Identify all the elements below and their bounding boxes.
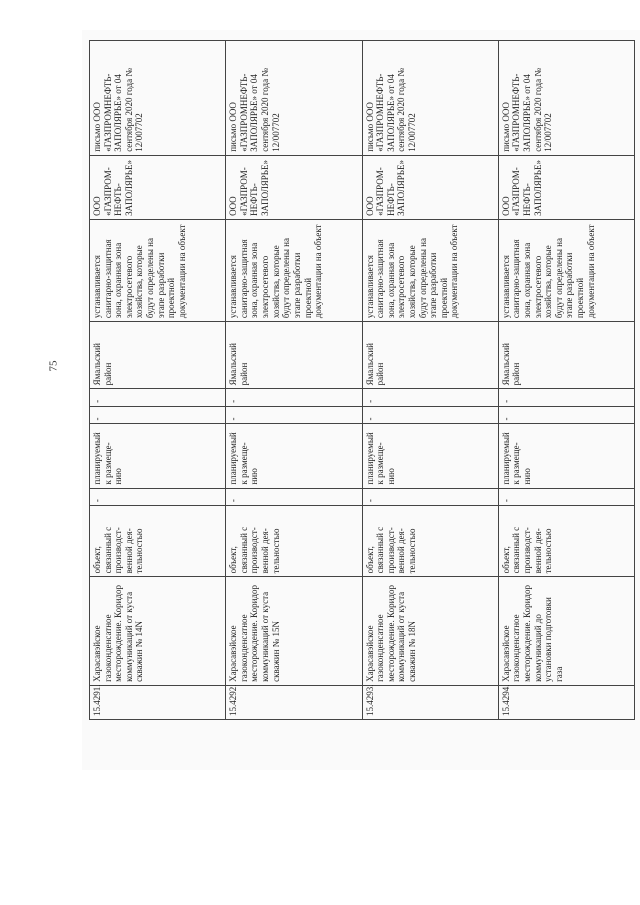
basis-document: письмо ООО «ГАЗПРОМНЕФТЬ-ЗАПОЛЯРЬЕ» от 04 сентября 2020 года № 12/007702 (90, 41, 226, 156)
object-name: Харасавэйское газоконденсатное месторождение. Коридор коммуникаций до установки подготовки газа (498, 577, 634, 686)
empty-cell: - (498, 389, 634, 407)
basis-document: письмо ООО «ГАЗПРОМНЕФТЬ-ЗАПОЛЯРЬЕ» от 04 сентября 2020 года № 12/007702 (362, 41, 498, 156)
object-type: объект, связанный с производст-венной дея-тельностью (362, 506, 498, 577)
object-status: планируемый к размеще-нию (226, 424, 362, 488)
zone-description: устанавливается санитарно-защитная зона, охранная зона электросетевого хозяйства, которые будут определены на этапе разработки проектной документации на объект (226, 219, 362, 321)
object-name: Харасавэйское газоконденсатное месторождение. Коридор коммуникаций от куста скважин № 15N (226, 577, 362, 686)
objects-table (89, 40, 635, 720)
empty-cell: - (362, 389, 498, 407)
object-status: планируемый к размеще-нию (362, 424, 498, 488)
object-name: Харасавэйское газоконденсатное месторождение. Коридор коммуникаций от куста скважин № 18N (362, 577, 498, 686)
page-margin (0, 770, 640, 905)
object-status: планируемый к размеще-нию (90, 424, 226, 488)
row-number: 15.4291. (90, 685, 226, 719)
organization: ООО «ГАЗПРОМ-НЕФТЬ-ЗАПОЛЯРЬЕ» (362, 155, 498, 219)
empty-cell: - (362, 406, 498, 424)
organization: ООО «ГАЗПРОМ-НЕФТЬ-ЗАПОЛЯРЬЕ» (226, 155, 362, 219)
row-number: 15.4294. (498, 685, 634, 719)
organization: ООО «ГАЗПРОМ-НЕФТЬ-ЗАПОЛЯРЬЕ» (498, 155, 634, 219)
basis-document: письмо ООО «ГАЗПРОМНЕФТЬ-ЗАПОЛЯРЬЕ» от 04 сентября 2020 года № 12/007702 (498, 41, 634, 156)
empty-cell: - (498, 488, 634, 506)
row-number: 15.4292. (226, 685, 362, 719)
rotated-table (89, 40, 635, 720)
organization: ООО «ГАЗПРОМ-НЕФТЬ-ЗАПОЛЯРЬЕ» (90, 155, 226, 219)
empty-cell: - (226, 488, 362, 506)
district-name: Ямальский район (226, 322, 362, 389)
empty-cell: - (90, 406, 226, 424)
empty-cell: - (226, 406, 362, 424)
empty-cell: - (90, 488, 226, 506)
object-name: Харасавэйское газоконденсатное месторождение. Коридор коммуникаций от куста скважин № 14N (90, 577, 226, 686)
table-row (90, 41, 226, 720)
object-type: объект, связанный с производст-венной дея-тельностью (498, 506, 634, 577)
district-name: Ямальский район (362, 322, 498, 389)
empty-cell: - (362, 488, 498, 506)
page-number: 75 (47, 360, 60, 372)
object-type: объект, связанный с производст-венной дея-тельностью (226, 506, 362, 577)
zone-description: устанавливается санитарно-защитная зона, охранная зона электросетевого хозяйства, которые будут определены на этапе разработки проектной документации на объект (498, 219, 634, 321)
table-row (498, 41, 634, 720)
zone-description: устанавливается санитарно-защитная зона, охранная зона электросетевого хозяйства, которые будут определены на этапе разработки проектной документации на объект (362, 219, 498, 321)
table-row (362, 41, 498, 720)
zone-description: устанавливается санитарно-защитная зона, охранная зона электросетевого хозяйства, которые будут определены на этапе разработки проектной документации на объект (90, 219, 226, 321)
district-name: Ямальский район (90, 322, 226, 389)
basis-document: письмо ООО «ГАЗПРОМНЕФТЬ-ЗАПОЛЯРЬЕ» от 04 сентября 2020 года № 12/007702 (226, 41, 362, 156)
object-type: объект, связанный с производст-венной дея-тельностью (90, 506, 226, 577)
empty-cell: - (90, 389, 226, 407)
district-name: Ямальский район (498, 322, 634, 389)
row-number: 15.4293. (362, 685, 498, 719)
object-status: планируемый к размеще-нию (498, 424, 634, 488)
table-row (226, 41, 362, 720)
empty-cell: - (226, 389, 362, 407)
empty-cell: - (498, 406, 634, 424)
